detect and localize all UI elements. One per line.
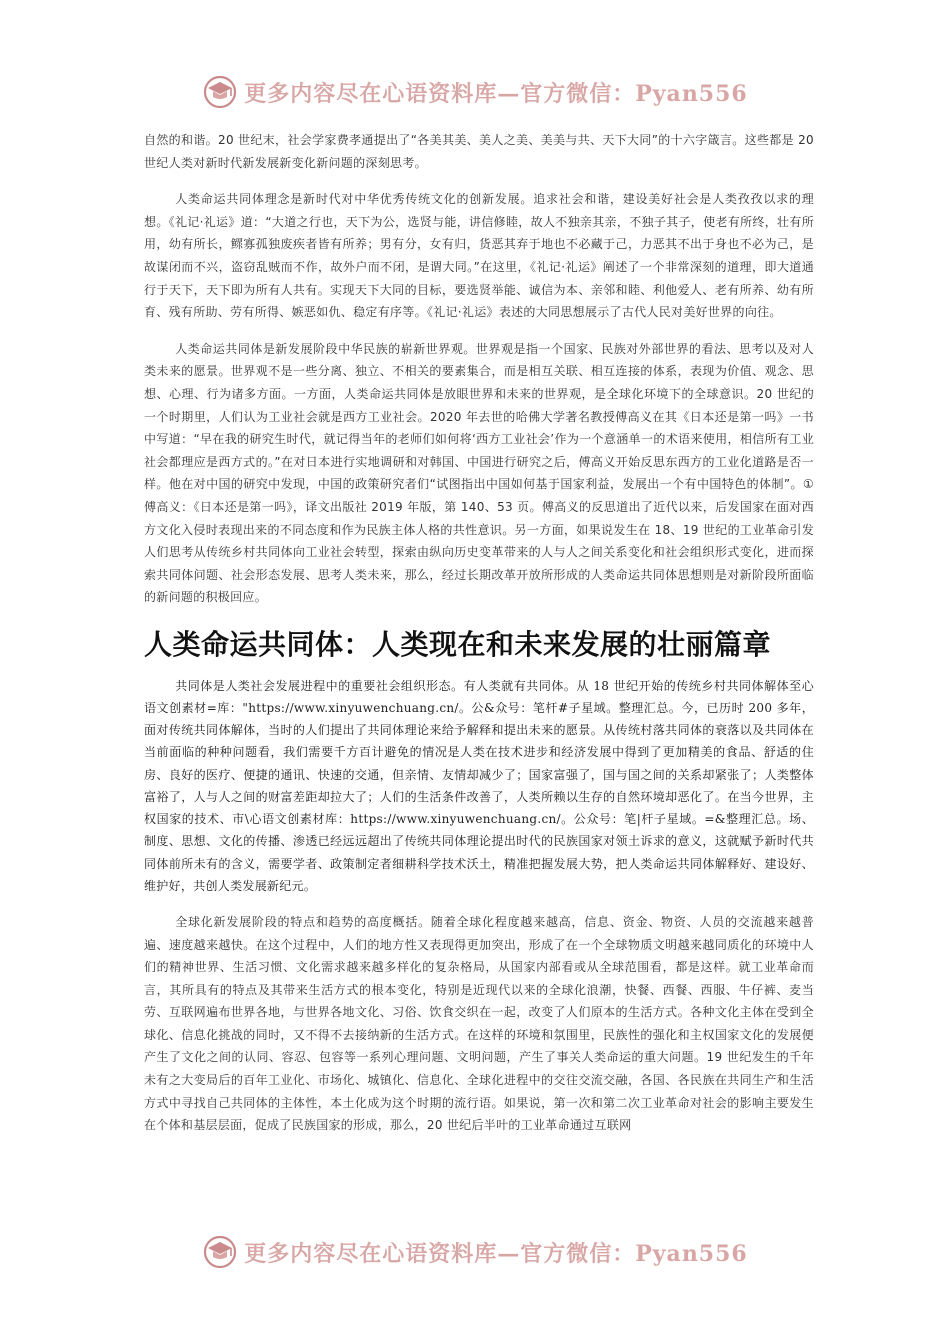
paragraph-2: 人类命运共同体理念是新时代对中华优秀传统文化的创新发展。追求社会和谐，建设美好社会是人类孜孜以求的理想。《礼记·礼运》道：“大道之行也，天下为公，选贤与能，讲信修睦，故人不独亲其亲，不独子其子，使老有所终，壮有所用，幼有所长，鳏寡孤独废疾者皆有所养；男有分，女有归，货恶其弃于地也不必藏于己，力恶其不出于身也不必为己，是故谋闭而不兴，盗窃乱贼而不作，故外户而不闭，是谓大同。”在这里，《礼记·礼运》阐述了一个非常深刻的道理，即大道通行于天下，天下即为所有人共有。实现天下大同的目标，要选贤举能、诚信为本、亲邻和睦、利他爱人、老有所养、幼有所育、残有所助、劳有所得、嫉恶如仇、稳定有序等。《礼记·礼运》表述的大同思想展示了古代人民对美好世界的向往。 — [144, 192, 814, 320]
header-banner-text: 更多内容尽在心语资料库—官方微信：Pyan556 — [244, 80, 748, 107]
section-heading: 人类命运共同体：人类现在和未来发展的壮丽篇章 — [144, 627, 772, 661]
paragraph-4: 共同体是人类社会发展进程中的重要社会组织形态。有人类就有共同体。从 18 世纪开始的传统乡村共同体解体至心语文创素材=库："https://www.xinyuwenchuang.cn/。公&众号：笔杆#子星域。整理汇总。今，已历时 200 多年，面对传统共同体解体，当时的人们提出了共同体理论来给予解释和提出未来的愿景。从传统村落共同体的衰落以及共同体在当前面临的种种问题看，我们需要千方百计避免的情况是人类在技术进步和经济发展中得到了更加精美的食品、舒适的住房、良好的医疗、便捷的通讯、快速的交通，但亲情、友情却减少了；国家富强了，国与国之间的关系却紧张了；人类整体富裕了，人与人之间的财富差距却拉大了；人们的生活条件改善了，人类所赖以生存的自然环境却恶化了。在当今世界，主权国家的技术、市\心语文创素材库：https://www.xinyuwenchuang.cn/。公众号：笔|杆子星域。=&整理汇总。场、制度、思想、文化的传播、渗透已经远远超出了传统共同体理论提出时代的民族国家对领土诉求的意义，这就赋予新时代共同体前所未有的含义，需要学者、政策制定者细耕科学技术沃土，精准把握发展大势，把人类命运共同体解释好、建设好、维护好，共创人类发展新纪元。 — [144, 678, 814, 893]
article-body — [144, 129, 814, 1137]
mortarboard-emblem-icon — [202, 74, 238, 110]
paragraph-1: 自然的和谐。20 世纪末，社会学家费孝通提出了“各美其美、美人之美、美美与共、天下大同”的十六字箴言。这些都是 20 世纪人类对新时代新发展新变化新问题的深刻思考。 — [144, 133, 814, 170]
footer-banner — [0, 1232, 950, 1272]
footer-banner-text: 更多内容尽在心语资料库—官方微信：Pyan556 — [244, 1240, 748, 1267]
paragraph-5: 全球化新发展阶段的特点和趋势的高度概括。随着全球化程度越来越高，信息、资金、物资、人员的交流越来越普遍、速度越来越快。在这个过程中，人们的地方性又表现得更加突出，形成了在一个全球物质文明越来越同质化的环境中人们的精神世界、生活习惯、文化需求越来越多样化的复杂格局，从国家内部看或从全球范围看，都是这样。就工业革命而言，其所具有的特点及其带来生活方式的根本变化，特别是近现代以来的全球化浪潮，快餐、西餐、西服、牛仔裤、麦当劳、互联网遍布世界各地，与世界各地文化、习俗、饮食交织在一起，改变了人们原本的生活方式。各种文化主体在受到全球化、信息化挑战的同时，又不得不去接纳新的生活方式。在这样的环境和氛围里，民族性的强化和主权国家文化的发展便产生了文化之间的认同、容忍、包容等一系列心理问题、文明问题，产生了事关人类命运的重大问题。19 世纪发生的千年未有之大变局后的百年工业化、市场化、城镇化、信息化、全球化进程中的交往交流交融，各国、各民族在共同生产和生活方式中寻找自己共同体的主体性，本土化成为这个时期的流行语。如果说，第一次和第二次工业革命对社会的影响主要发生在个体和基层层面，促成了民族国家的形成，那么，20 世纪后半叶的工业革命通过互联网 — [144, 914, 814, 1133]
mortarboard-emblem-icon — [202, 1234, 238, 1270]
paragraph-3: 人类命运共同体是新发展阶段中华民族的崭新世界观。世界观是指一个国家、民族对外部世界的看法、思考以及对人类未来的愿景。世界观不是一些分离、独立、不相关的要素集合，而是相互关联、相互连接的体系，表现为价值、观念、思想、心理、行为诸多方面。一方面，人类命运共同体是放眼世界和未来的世界观，是全球化环境下的全球意识。20 世纪的一个时期里，人们认为工业社会就是西方工业社会。2020 年去世的哈佛大学著名教授傅高义在其《日本还是第一吗》一书中写道：“早在我的研究生时代，就记得当年的老师们如何将‘西方工业社会’作为一个意涵单一的术语来使用，相信所有工业社会都理应是西方式的。”在对日本进行实地调研和对韩国、中国进行研究之后，傅高义开始反思东西方的工业化道路是否一样。他在对中国的研究中发现，中国的政策研究者们“试图指出中国如何基于国家利益，发展出一个有中国特色的体制”。①傅高义：《日本还是第一吗》，译文出版社 2019 年版，第 140、53 页。傅高义的反思道出了近代以来，后发国家在面对西方文化入侵时表现出来的不同态度和作为民族主体人格的共性意识。另一方面，如果说发生在 18、19 世纪的工业革命引发人们思考从传统乡村共同体向工业社会转型，探索由纵向历史变革带来的人与人之间关系变化和社会组织形式变化，进而探索共同体问题、社会形态发展、思考人类未来，那么，经过长期改革开放所形成的人类命运共同体思想则是对新阶段所面临的新问题的积极回应。 — [144, 341, 814, 605]
header-banner — [0, 72, 950, 112]
